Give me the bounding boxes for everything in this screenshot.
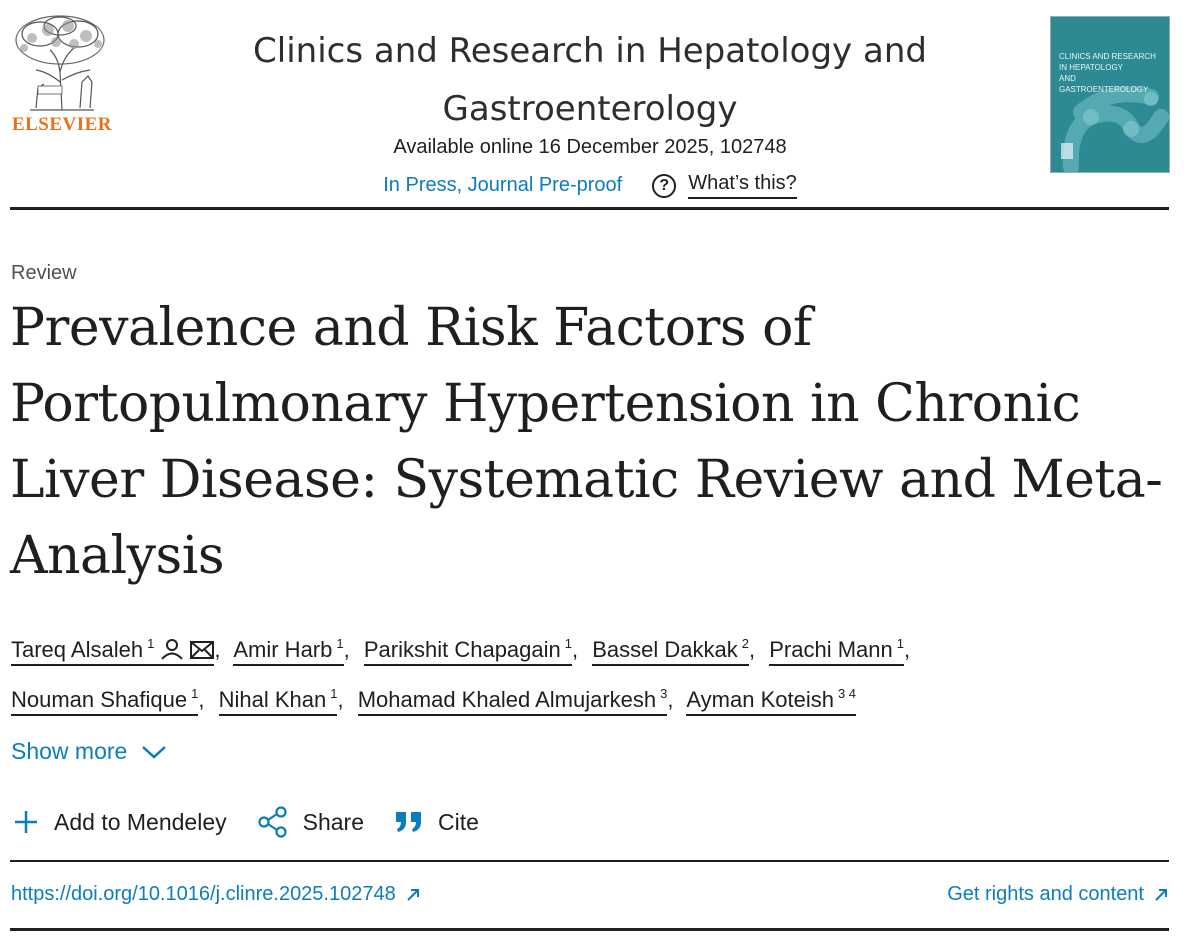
author-link[interactable] [592,637,749,666]
doi-link[interactable] [11,883,420,906]
plus-icon [12,808,40,836]
author-name: Tareq Alsaleh [11,637,144,662]
doi-link-label: https://doi.org/10.1016/j.clinre.2025.102748 [11,883,396,905]
available-online-text: Available online 16 December 2025, 102748 [393,136,787,158]
author-name: Nouman Shafique [11,687,188,712]
cite-button[interactable] [394,809,479,836]
elsevier-wordmark: ELSEVIER [11,114,113,135]
author-link[interactable] [219,687,338,716]
cover-title-text: CLINICS AND RESEARCH IN HEPATOLOGY AND GASTROENTEROLOGY [1059,52,1156,94]
journal-header [0,0,1200,210]
add-to-mendeley-label: Add to Mendeley [54,808,227,835]
author-affiliation-sup: 1 [330,686,338,701]
add-to-mendeley-button[interactable] [12,808,227,836]
author-name: Mohamad Khaled Almujarkesh [357,687,657,712]
author-link[interactable] [769,637,904,666]
author-affiliation-sup: 3 4 [837,686,857,701]
author-affiliation-sup: 3 [660,686,668,701]
author-link[interactable] [364,637,572,666]
author-link[interactable] [11,637,214,666]
author-list [11,622,1171,722]
author-separator: , [343,637,350,662]
author-separator: , [214,637,221,662]
share-label: Share [302,808,364,835]
author-affiliation-sup: 2 [741,636,749,651]
elsevier-logo[interactable] [8,12,116,135]
person-icon [160,638,184,660]
whats-this-button[interactable] [652,172,797,199]
show-more-button[interactable] [11,738,167,765]
author-name: Parikshit Chapagain [363,637,561,662]
external-arrow-icon [406,888,420,902]
author-link[interactable] [686,687,856,716]
author-link[interactable] [11,687,198,716]
share-button[interactable] [257,806,364,838]
article-type-label: Review [11,262,77,284]
author-affiliation-sup: 1 [336,636,344,651]
author-affiliation-sup: 1 [191,686,199,701]
journal-title [180,22,1000,138]
author-separator: , [337,687,344,712]
author-name: Nihal Khan [218,687,327,712]
header-divider [10,207,1169,210]
chevron-down-icon [141,744,167,760]
actions-divider [10,860,1169,862]
cite-label: Cite [438,808,479,835]
author-link[interactable] [233,637,343,666]
author-name: Bassel Dakkak [592,637,738,662]
bottom-divider [10,928,1169,931]
author-name: Ayman Koteish [686,687,834,712]
article-status-row [180,172,1000,199]
elsevier-tree-icon [10,12,114,112]
share-icon [257,806,289,838]
author-name: Amir Harb [233,637,333,662]
journal-title-link[interactable]: Clinics and Research in Hepatology and Gastroenterology [253,31,927,129]
get-rights-label: Get rights and content [947,883,1144,905]
author-separator: , [749,637,756,662]
author-affiliation-sup: 1 [147,636,155,651]
author-affiliation-sup: 1 [896,636,904,651]
author-name: Prachi Mann [769,637,893,662]
article-actions-toolbar [12,806,479,838]
author-separator: , [667,687,674,712]
question-icon: ? [652,174,676,198]
get-rights-link[interactable] [947,883,1168,906]
journal-cover-image[interactable] [1050,16,1170,173]
show-more-label: Show more [11,738,128,764]
envelope-icon [190,640,214,660]
author-link[interactable] [358,687,668,716]
in-press-link[interactable]: In Press, Journal Pre-proof [383,174,623,196]
author-separator: , [572,637,579,662]
quote-icon [394,810,424,834]
author-separator: , [904,637,911,662]
author-separator: , [198,687,205,712]
author-affiliation-sup: 1 [564,636,572,651]
article-title: Prevalence and Risk Factors of Portopulmonary Hypertension in Chronic Liver Disease: Systematic Review and Meta-Analysis [10,298,1163,586]
whats-this-label: What’s this? [688,172,797,199]
external-arrow-icon [1154,888,1168,902]
